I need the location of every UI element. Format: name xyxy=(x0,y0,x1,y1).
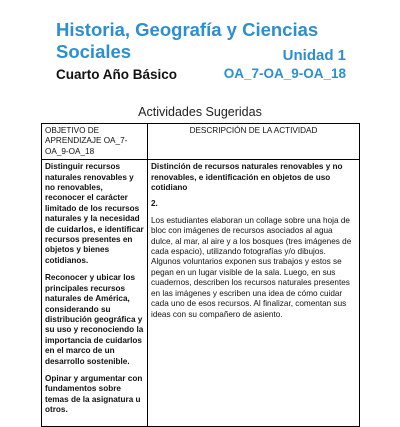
objective-column-header xyxy=(42,124,148,160)
objectives-cell xyxy=(42,160,148,427)
table-row xyxy=(42,160,360,427)
description-cell xyxy=(148,160,360,427)
activity-title: Distinción de recursos naturales renovables y no renovables, e identificación en objetos de uso cotidiano xyxy=(151,162,343,193)
section-title: Actividades Sugeridas xyxy=(138,105,262,119)
description-header-text: DESCRIPCIÓN DE LA ACTIVIDAD xyxy=(189,126,318,135)
oa-codes-label: OA_7-OA_9-OA_18 xyxy=(223,66,346,81)
activity-number: 2. xyxy=(151,199,158,209)
description-column-header xyxy=(148,124,360,160)
activity-description: Los estudiantes elaboran un collage sobre una hoja de bloc con imágenes de recursos asociados al agua dulce, al mar, al aire y a los bosques (tres imágenes de cada espacio), utilizando fotografías y/o dibujos. Algunos voluntarios exponen sus trabajos y estos se pegan en un lugar visible de la sala. Luego, en sus cuadernos, describen los recursos naturales presentes en las imágenes y escriben una idea de cómo cuidar cada uno de esos recursos. Al finalizar, comentan sus ideas con su compañero de asiento. xyxy=(151,215,352,319)
activity-table xyxy=(41,123,360,427)
objective-header-text: OBJETIVO DE APRENDIZAJE OA_7-OA_9-OA_18 xyxy=(45,126,128,156)
subject-title: Historia, Geografía y Ciencias Sociales xyxy=(56,19,319,62)
unit-label: Unidad 1 xyxy=(282,47,346,64)
grade-label: Cuarto Año Básico xyxy=(56,67,178,82)
objective-item: Opinar y argumentar con fundamentos sobre temas de la asignatura u otros. xyxy=(45,373,143,415)
table-header-row xyxy=(42,124,360,160)
objective-item: Reconocer y ubicar los principales recursos naturales de América, considerando su distribución geográfica y su uso y reconociendo la importancia de cuidarlos en el marco de un desarrollo sostenible. xyxy=(45,273,144,366)
objective-item: Distinguir recursos naturales renovables y no renovables, reconocer el carácter limitado de los recursos naturales y la necesidad de cuidarlos, e identificar recursos presentes en objetos y bienes cotidianos. xyxy=(45,162,144,265)
